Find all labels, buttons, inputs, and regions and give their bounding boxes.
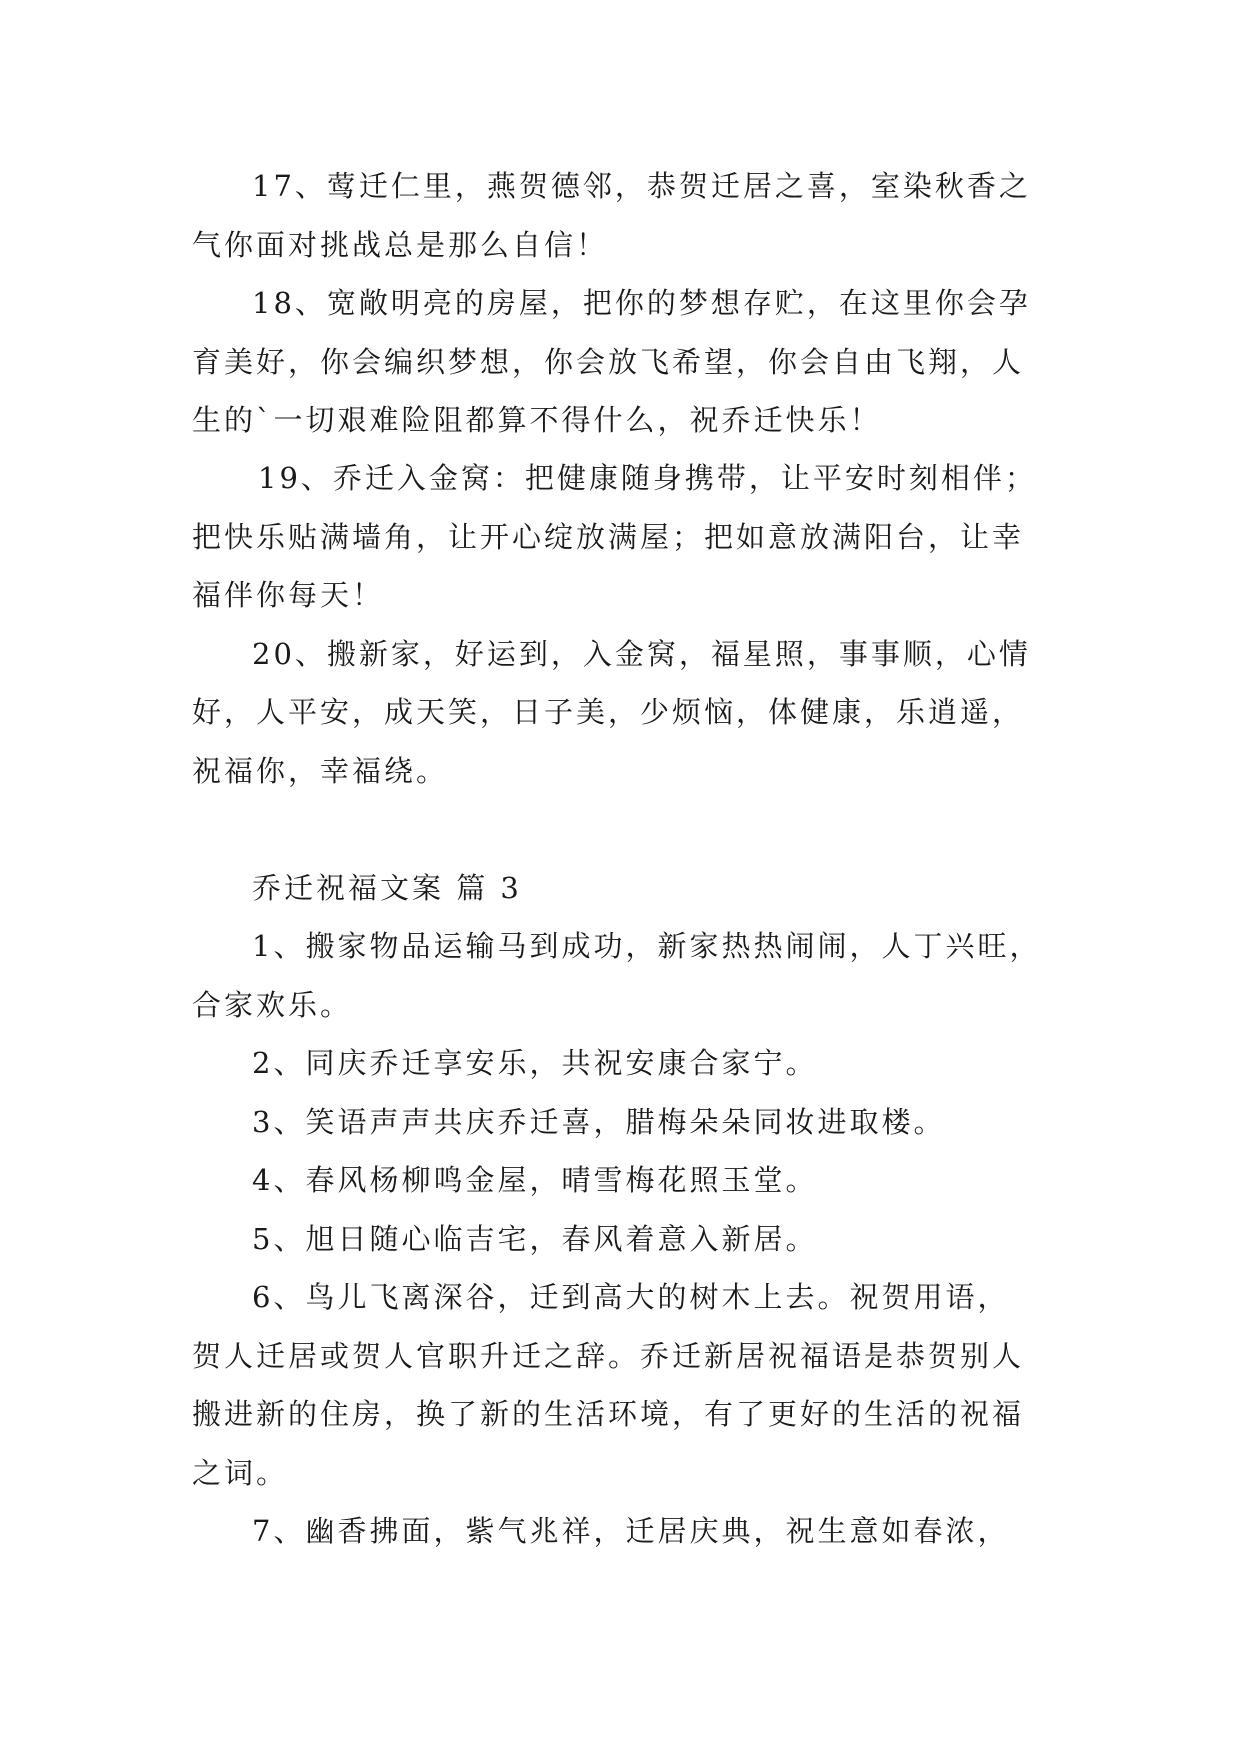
item-6-line-1: 6、鸟儿飞离深谷，迁到高大的树木上去。祝贺用语，	[252, 1280, 1010, 1314]
item-7-line-1: 7、幽香拂面，紫气兆祥，迁居庆典，祝生意如春浓，	[252, 1514, 1010, 1548]
item-6-line-2: 贺人迁居或贺人官职升迁之辞。乔迁新居祝福语是恭贺别人	[192, 1339, 1025, 1373]
item-1-line-1: 1、搬家物品运输马到成功，新家热热闹闹，人丁兴旺，	[252, 929, 1042, 963]
item-1-line-2: 合家欢乐。	[192, 988, 353, 1022]
item-5: 5、旭日随心临吉宅，春风着意入新居。	[252, 1222, 818, 1256]
paragraph-17-line-2: 气你面对挑战总是那么自信！	[192, 228, 609, 262]
item-4: 4、春风杨柳鸣金屋，晴雪梅花照玉堂。	[252, 1163, 818, 1197]
item-3: 3、笑语声声共庆乔迁喜，腊梅朵朵同妆进取楼。	[252, 1105, 946, 1139]
item-6-line-3: 搬进新的住房，换了新的生活环境，有了更好的生活的祝福	[192, 1397, 1025, 1431]
paragraph-18-line-2: 育美好，你会编织梦想，你会放飞希望，你会自由飞翔，人	[192, 345, 1025, 379]
paragraph-19-line-1: 19、乔迁入金窝：把健康随身携带，让平安时刻相伴；	[258, 461, 1037, 495]
paragraph-18-line-1: 18、宽敞明亮的房屋，把你的梦想存贮，在这里你会孕	[252, 286, 1031, 320]
section-title: 乔迁祝福文案 篇 3	[252, 871, 522, 905]
paragraph-18-line-3: 生的`一切艰难险阻都算不得什么，祝乔迁快乐！	[192, 403, 882, 437]
paragraph-20-line-2: 好，人平安，成天笑，日子美，少烦恼，体健康，乐逍遥，	[192, 695, 1025, 729]
paragraph-19-line-3: 福伴你每天！	[192, 578, 385, 612]
paragraph-17-line-1: 17、莺迁仁里，燕贺德邻，恭贺迁居之喜，室染秋香之	[252, 169, 1031, 203]
item-2: 2、同庆乔迁享安乐，共祝安康合家宁。	[252, 1046, 818, 1080]
paragraph-19-line-2: 把快乐贴满墙角，让开心绽放满屋；把如意放满阳台，让幸	[192, 520, 1025, 554]
paragraph-20-line-1: 20、搬新家，好运到，入金窝，福星照，事事顺，心情	[252, 637, 1031, 671]
item-6-line-4: 之词。	[192, 1456, 289, 1490]
paragraph-20-line-3: 祝福你，幸福绕。	[192, 754, 449, 788]
